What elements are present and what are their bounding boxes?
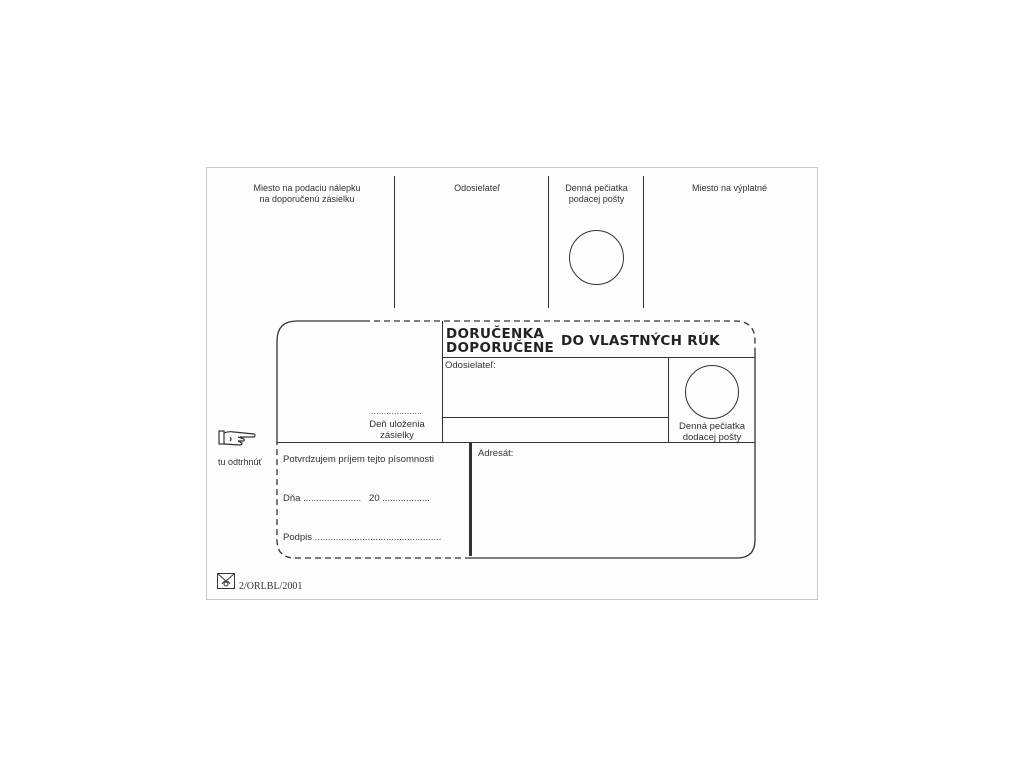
post-logo-icon (217, 573, 235, 589)
sender-label: Odosielateľ: (445, 360, 496, 371)
delivery-stamp-label: Denná pečiatka dodacej pošty (678, 421, 746, 443)
tear-off-label: tu odtrhnúť (218, 457, 262, 467)
posting-stamp-label: Denná pečiatka podacej pošty (565, 183, 628, 204)
pointing-hand-icon (218, 428, 258, 448)
sticker-place-label: Miesto na podaciu nálepku na doporučenú zásielku (253, 183, 361, 204)
storage-date-label: Deň uloženia zásielky (369, 419, 425, 441)
sender-label-top: Odosielateľ (454, 183, 500, 193)
receipt-title-line2: DOPORUČENE (446, 340, 555, 356)
registered-mail-receipt-card (206, 167, 818, 600)
confirmation-text: Potvrdzujem príjem tejto písomnosti (283, 454, 435, 465)
divider (442, 321, 443, 443)
divider (442, 357, 755, 358)
postage-place-label: Miesto na výplatné (691, 183, 768, 193)
receipt-title-line1: DORUČENKA (446, 326, 545, 342)
storage-date-dots: .................... (371, 406, 423, 416)
delivery-type: DO VLASTNÝCH RÚK (561, 333, 720, 349)
addressee-label: Adresát: (478, 448, 514, 459)
delivery-stamp-circle (685, 365, 739, 419)
divider (442, 417, 668, 418)
form-code: 2/ORLBL/2001 (239, 581, 303, 592)
divider (469, 442, 472, 556)
date-field-label: Dňa ...................... 20 .................. (283, 493, 430, 504)
signature-field-label: Podpis ................................................ (283, 532, 442, 543)
